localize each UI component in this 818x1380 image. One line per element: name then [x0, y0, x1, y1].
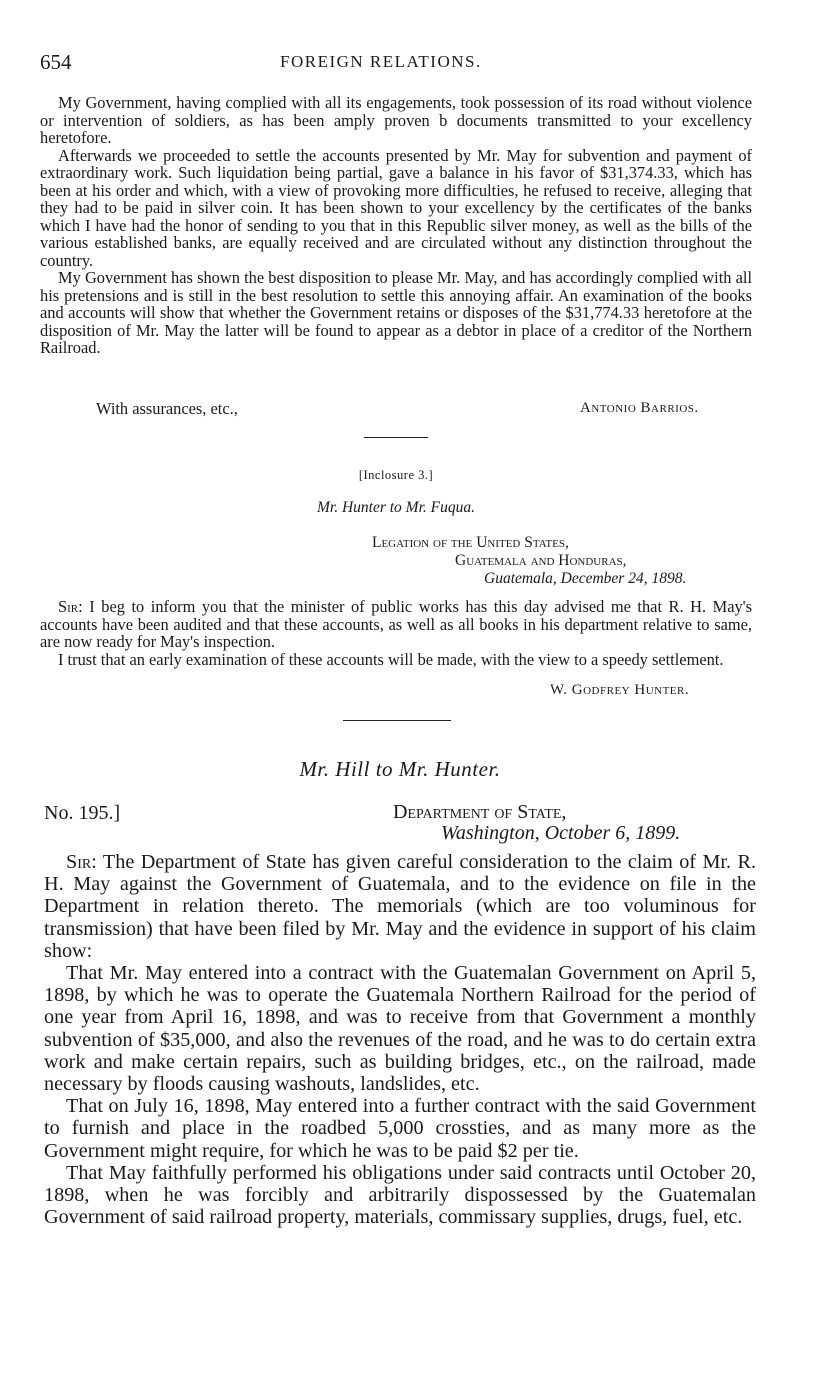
- inclosure-signature: W. Godfrey Hunter.: [550, 682, 690, 698]
- page-number: 654: [40, 50, 72, 74]
- letter1-body: [40, 94, 752, 357]
- inclosure-address-line: Guatemala and Honduras,: [455, 552, 627, 569]
- letter1-paragraph: My Government, having complied with all its engagements, took possession of its road without violence or intervention of soldiers, as has been amply proven b documents transmitted to your excellency heretofore.: [40, 93, 752, 147]
- letter1-closing: With assurances, etc.,: [96, 399, 238, 418]
- letter2-paragraph: That on July 16, 1898, May entered into a further contract with the said Government to furnish and place in the roadbed 5,000 crossties, and as many more as the Government might require, for which he was to be paid $2 per tie.: [44, 1095, 756, 1162]
- letter2-heading: Mr. Hill to Mr. Hunter.: [299, 757, 501, 781]
- letter1-paragraph: Afterwards we proceeded to settle the accounts presented by Mr. May for subvention and payment of extraordinary work. Such liquidation being partial, gave a balance in his favor of $31,374.33, which has been at his order and which, with a view of provoking more difficulties, he refused to receive, alleging that they had to be paid in silver coin. It has been shown to your excellency by the certificates of the banks which I have had the honor of sending to you that in this Republic silver money, as well as the bills of the various established banks, are equally received and are circulated without any distinction throughout the country.: [40, 145, 752, 270]
- letter2-paragraph: Sir: The Department of State has given careful consideration to the claim of Mr. R. H. May against the Government of Guatemala, and to the evidence on file in the Department in relation thereto. The memorials (which are too voluminous for transmission) that have been filed by Mr. May and the evidence in support of his claim show:: [44, 851, 756, 962]
- letter2-dateline: Washington, October 6, 1899.: [441, 822, 681, 844]
- inclosure-dateline: Guatemala, December 24, 1898.: [484, 570, 687, 587]
- inclosure-paragraph: Sir: I beg to inform you that the minister of public works has this day advised me that R. H. May's accounts have been audited and that these accounts, as well as all books in his department relative to same, are now ready for May's inspection.: [40, 597, 752, 651]
- separator-rule: [364, 437, 428, 438]
- inclosure-address-line: Legation of the United States,: [372, 534, 569, 551]
- letter2-department: Department of State,: [393, 801, 567, 823]
- letter2-paragraph: That May faithfully performed his obligations under said contracts until October 20, 1898, when he was forcibly and arbitrarily dispossessed by the Guatemalan Government of said railroad property, materials, commissary supplies, drugs, fuel, etc.: [44, 1161, 756, 1229]
- inclosure-label: [Inclosure 3.]: [358, 468, 434, 482]
- letter2-number: No. 195.]: [44, 802, 121, 824]
- letter2-paragraph: That Mr. May entered into a contract with the Guatemalan Government on April 5, 1898, by which he was to operate the Guatemala Northern Railroad for the period of one year from April 16, 1898, and was to receive from that Government a monthly subvention of $35,000, and also the revenues of the road, and he was to do certain extra work and make certain repairs, such as building bridges, etc., on the railroad, made necessary by floods causing washouts, landslides, etc.: [44, 962, 756, 1096]
- separator-rule: [343, 720, 451, 721]
- inclosure-paragraph: I trust that an early examination of these accounts will be made, with the view to a speedy settlement.: [58, 649, 724, 669]
- inclosure-body: [40, 598, 752, 668]
- letter2-body: [44, 851, 756, 1228]
- inclosure-salutation: Sir:: [58, 597, 83, 616]
- letter2-salutation: Sir:: [66, 851, 97, 873]
- letter1-signature: Antonio Barrios.: [580, 400, 699, 416]
- inclosure-heading: Mr. Hunter to Mr. Fuqua.: [316, 499, 475, 516]
- page-header: [40, 50, 740, 76]
- letter1-paragraph: My Government has shown the best disposition to please Mr. May, and has accordingly complied with all his pretensions and is still in the best resolution to settle this annoying affair. An examination of the books and accounts will show that whether the Government retains or disposes of the $31,774.33 heretofore at the disposition of Mr. May the latter will be found to appear as a debtor in place of a creditor of the Northern Railroad.: [40, 268, 752, 357]
- running-title: FOREIGN RELATIONS.: [280, 52, 482, 71]
